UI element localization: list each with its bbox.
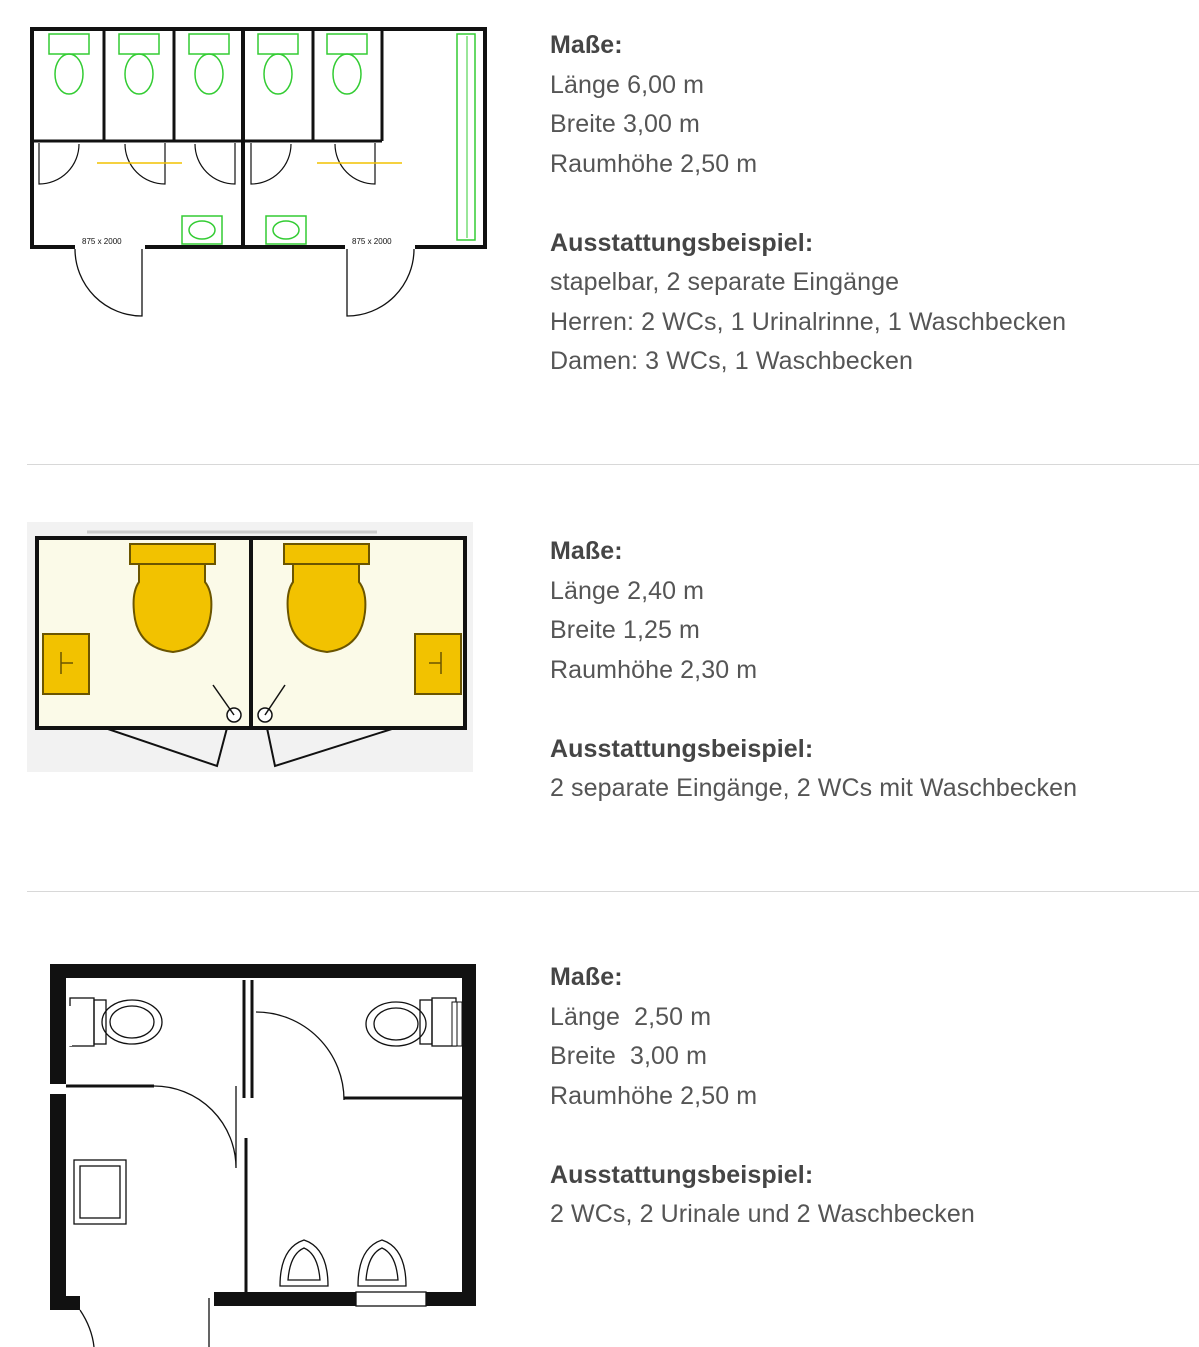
width-text: Breite 3,00 m [550,110,700,138]
dims-heading: Maße: [550,537,623,565]
dims-heading: Maße: [550,963,623,991]
door-size-label-2: 875 x 2000 [352,237,392,246]
divider [27,464,1199,465]
height-text: Raumhöhe 2,50 m [550,149,758,178]
door-size-label-1: 875 x 2000 [82,237,122,246]
equip-heading: Ausstattungsbeispiel: [550,228,814,257]
floorplan-2-image [27,522,473,772]
specs-2 [550,532,1077,809]
width-text: Breite 3,00 m [550,1042,708,1070]
equip-heading: Ausstattungsbeispiel: [550,1160,814,1189]
specs-1 [550,26,1066,382]
dims-heading: Maße: [550,31,623,59]
height-text: Raumhöhe 2,30 m [550,655,758,684]
specs-3 [550,958,975,1235]
width-text: Breite 1,25 m [550,616,700,644]
equip-line: Damen: 3 WCs, 1 Waschbecken [550,347,914,375]
height-text: Raumhöhe 2,50 m [550,1081,758,1110]
length-text: Länge 2,50 m [550,1002,712,1031]
floorplan-3-image [44,958,476,1347]
length-text: Länge 6,00 m [550,70,705,99]
equip-heading: Ausstattungsbeispiel: [550,734,814,763]
equip-line: 2 separate Eingänge, 2 WCs mit Waschbecken [550,774,1078,802]
equip-line: 2 WCs, 2 Urinale und 2 Waschbecken [550,1200,975,1228]
equip-line: stapelbar, 2 separate Eingänge [550,268,900,296]
floorplan-1-image [27,24,492,324]
length-text: Länge 2,40 m [550,576,705,605]
equip-line: Herren: 2 WCs, 1 Urinalrinne, 1 Waschbecken [550,307,1067,336]
divider [27,891,1199,892]
